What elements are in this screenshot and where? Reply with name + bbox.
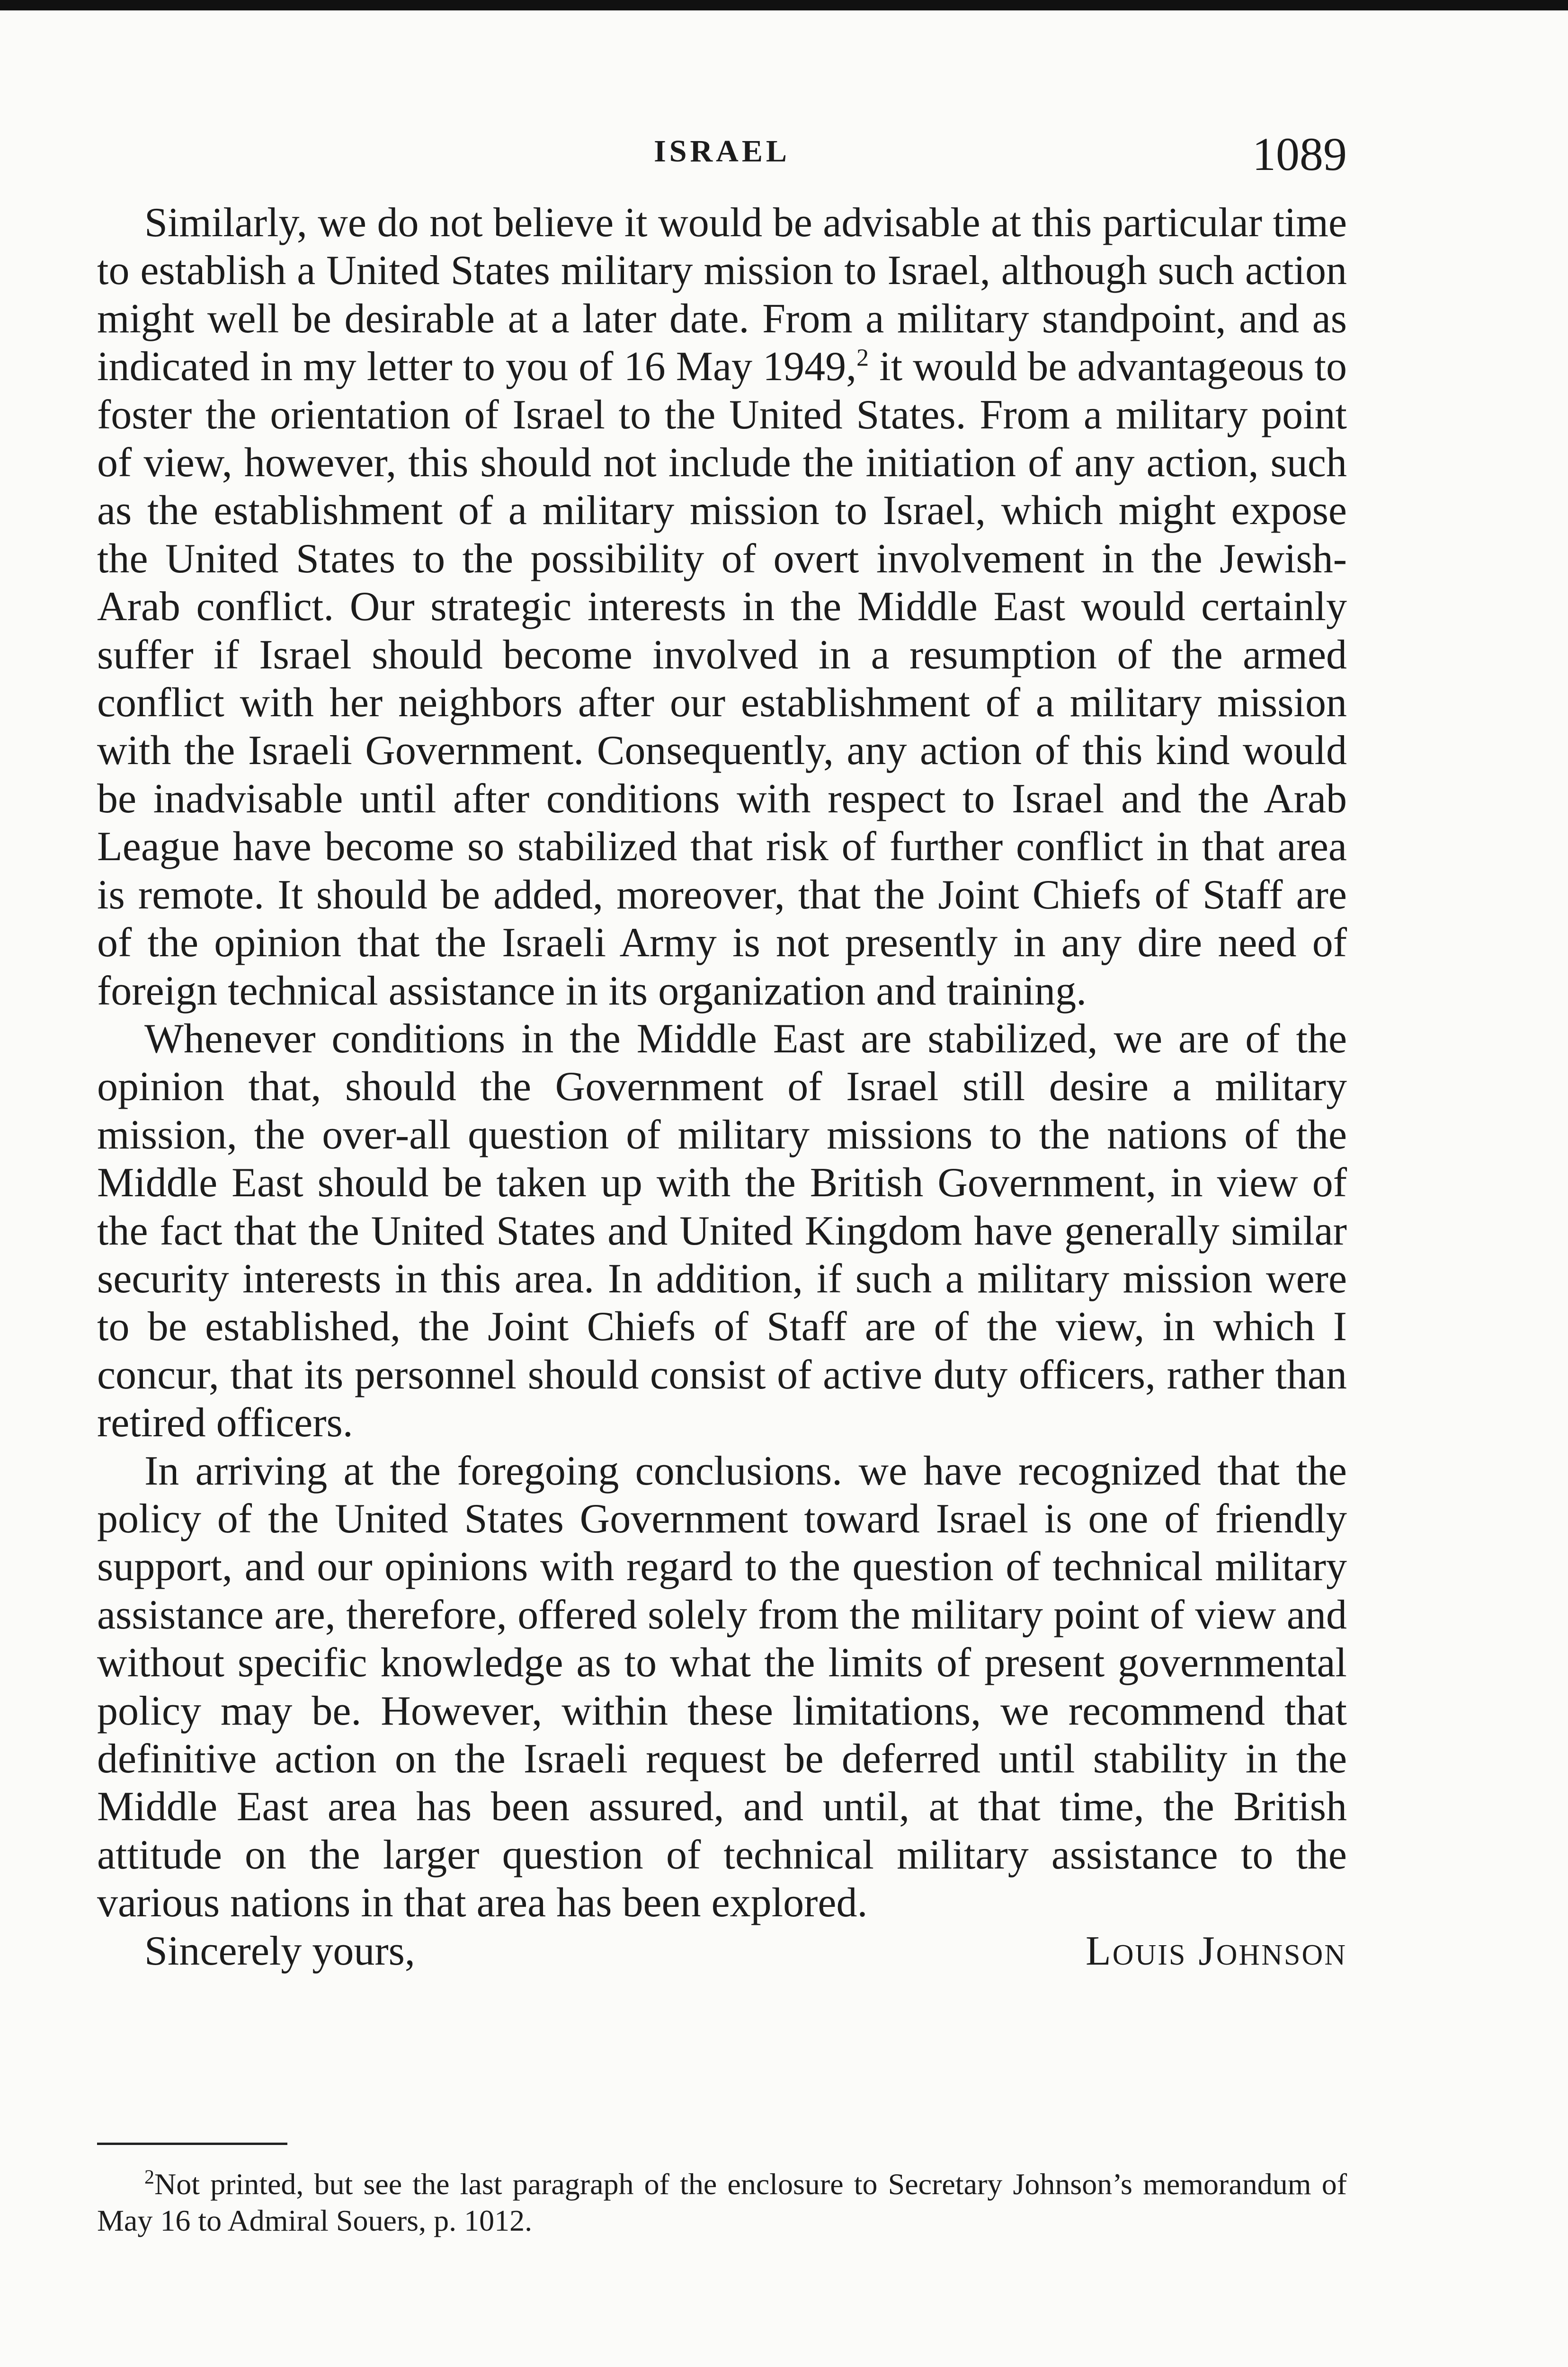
paragraph-3: In arriving at the foregoing conclusions. we have recognized that the policy of the United States Government toward Israel is one of friendly support, and our opinions with regard to the question of technical military assistance are, therefore, offered solely from the military point of view and without specific knowledge as to what the limits of present governmental policy may be. However, within these limitations, we recommend that definitive action on the Israeli request be deferred until stability in the Middle East area has been assured, and until, at that time, the British attitude on the larger question of technical military assistance to the various nations in that area has been explored. — [97, 1448, 1347, 1926]
paragraph-2: Whenever conditions in the Middle East are stabilized, we are of the opinion that, should the Government of Israel still desire a military mission, the over-all question of military missions to the nations of the Middle East should be taken up with the British Government, in view of the fact that the United States and United Kingdom have generally similar security interests in this area. In addition, if such a military mission were to be established, the Joint Chiefs of Staff are of the view, in which I concur, that its personnel should consist of active duty officers, rather than retired officers. — [97, 1015, 1347, 1446]
footnote — [97, 2166, 1347, 2239]
running-head — [97, 127, 1347, 179]
footnote-divider — [97, 2143, 287, 2145]
closing-salutation: Sincerely yours, — [144, 1928, 415, 1974]
closing-row — [97, 1927, 1347, 1975]
paragraph-1-part-a: Similarly, we do not believe it would be advisable at this particular time to establish a United States military mission to Israel, although such action might well be desirable at a later date. From a military standpoint, and as indicated in my letter to you of 16 May 1949, — [97, 200, 1347, 390]
paragraph-1 — [97, 199, 1347, 1015]
footnote-text: Not printed, but see the last paragraph of the enclosure to Secretary Johnson’s memorandum of May 16 to Admiral Souers, p. 1012. — [97, 2167, 1347, 2237]
running-head-title: ISRAEL — [654, 134, 790, 169]
document-page — [97, 0, 1347, 2367]
footnote-reference: 2 — [856, 344, 869, 372]
footnote-mark: 2 — [144, 2166, 154, 2189]
paragraph-1-part-b: it would be advantageous to foster the orientation of Israel to the United States. From a military point of view, however, this should not include the initiation of any action, such as the establishment of a military mission to Israel, which might expose the United States to the possibility of overt involvement in the Jewish-Arab conflict. Our strategic interests in the Middle East would certainly suffer if Israel should become involved in a resumption of the armed conflict with her neighbors after our establishment of a military mission with the Israeli Government. Consequently, any action of this kind would be inadvisable until after conditions with respect to Israel and the Arab League have become so stabilized that risk of further conflict in that area is remote. It should be added, moreover, that the Joint Chiefs of Staff are of the opinion that the Israeli Army is not presently in any dire need of foreign technical assistance in its organization and training. — [97, 344, 1347, 1014]
letter-body — [97, 199, 1347, 1975]
signature: Louis Johnson — [1085, 1928, 1347, 1974]
page-number: 1089 — [1252, 128, 1347, 180]
